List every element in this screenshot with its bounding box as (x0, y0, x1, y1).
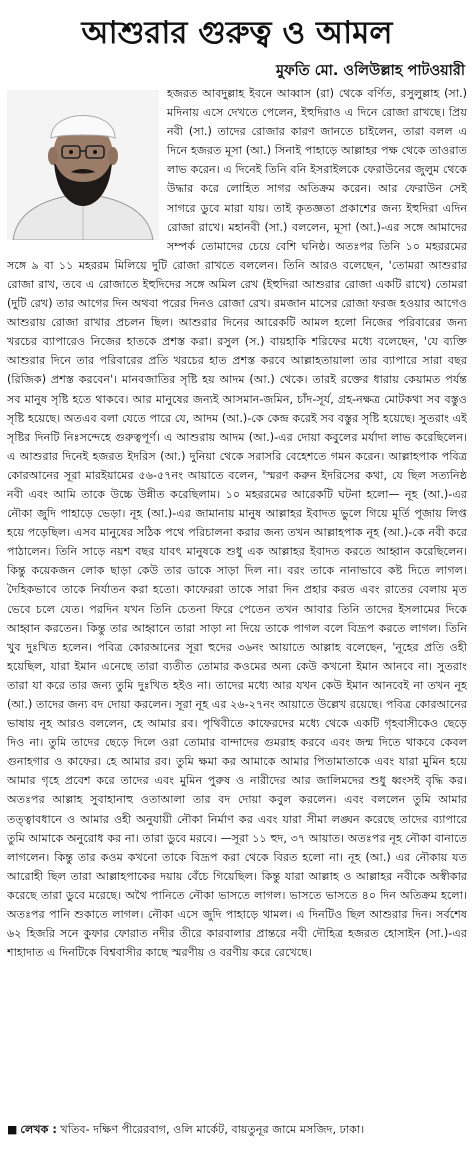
author-credit-label: লেখক : (20, 1123, 57, 1136)
author-credit (7, 1120, 467, 1140)
portrait-illustration (7, 90, 159, 240)
author-byline: মুফতি মো. ওলিউল্লাহ পাটওয়ারী (275, 63, 465, 79)
author-portrait-photo (7, 90, 159, 240)
author-credit-text: খতিব- দক্ষিণ পীরেরবাগ, ওলি মার্কেট, বায়তুনূর জামে মসজিদ, ঢাকা। (60, 1123, 365, 1136)
square-bullet-icon: ■ (7, 1123, 18, 1136)
article-body-column (7, 84, 467, 1104)
article-body: হজরত আবদুল্লাহ ইবনে আব্বাস (রা) থেকে বর্ণিত, রসুলুল্লাহ (সা.) মদিনায় এসে দেখতে পেলেন, ইহুদিরাও এ দিনে রোজা রাখছে। প্রিয় নবী (সা.) তাদের রোজার কারণ জানতে চাইলেন, তারা বলল এ দিনে হজরত মূসা (আ.) সিনাই পাহাড়ে আল্লাহর পক্ষ থেকে তাওরাত লাভ করেন। এ দিনেই তিনি বনি ইসরাইলকে ফেরাউনের জুলুম থেকে উদ্ধার করে লোহিত সাগর অতিক্রম করেন। আর ফেরাউন সেই সাগরে ডুবে মারা যায়। তাই কৃতজ্ঞতা প্রকাশের জন্য ইহুদিরা এদিন রোজা রাখে। মহানবী (সা.) বললেন, মূসা (আ.)-এর সঙ্গে আমাদের সম্পর্ক তোমাদের চেয়ে বেশি ঘনিষ্ঠ। অতঃপর তিনি ১০ মহররমের সঙ্গে ৯ বা ১১ মহররম মিলিয়ে দুটি রোজা রাখতে বললেন। তিনি আরও বলেছেন, 'তোমরা আশুরার রোজা রাখ, তবে এ রোজাতে ইহুদিদের সঙ্গে অমিল রেখ (ইহুদিরা আশুরার রোজা একটি রাখে) তোমরা (দুটি রেখ) তার আগের দিন অথবা পরের দিনও রোজা রেখ। রমজান মাসের রোজা ফরজ হওয়ার আগেও আশুরায় রোজা রাখার প্রচলন ছিল। আশুরার দিনের আরেকটি আমল হলো নিজের পরিবারের জন্য খরচের ব্যাপারেও নিজের হাতকে প্রশস্ত করা। রসুল (স.) বায়হাকি শরিফের মধ্যে বলেছেন, 'যে ব্যক্তি আশুরার দিনে তার পরিবারের প্রতি খরচের হাত প্রশস্ত করবে আল্লাহতায়ালা তার ব্যাপারে সারা বছর (রিজিক) প্রশস্ত করবেন'। মানবজাতির সৃষ্টি হয় আদম (আ.) থেকে। তারই রক্তের ধারায় কেয়ামত পর্যন্ত সব মানুষ সৃষ্টি হতে থাকবে। আর মানুষের জন্যই আসমান-জমিন, চাঁদ-সূর্য, গ্রহ-নক্ষত্র মোটকথা সব বস্তুও সৃষ্টি হয়েছে। অতএব বলা যেতে পারে যে, আদম (আ.)-কে কেন্দ্র করেই সব বস্তুর সৃষ্টি হয়েছে। সুতরাং এই সৃষ্টির দিনটি নিঃসন্দেহে গুরুত্বপূর্ণ। এ আশুরায় আদম (আ.)-এর দোয়া কবুলের মর্যাদা লাভ করেছিলেন। এ আশুরার দিনেই হজরত ইদরিস (আ.) দুনিয়া থেকে সরাসরি বেহেশতে গমন করেন। আল্লাহপাক পবিত্র কোরআনের সূরা মারইয়ামের ৫৬-৫৭নং আয়াতে বলেন, 'স্মরণ করুন ইদরিসের কথা, যে ছিল সত্যনিষ্ঠ নবী এবং আমি তাকে উচ্চে উন্নীত করেছিলাম। ১০ মহররমের আরেকটি ঘটনা হলো— নূহ (আ.)-এর নৌকা জুদি পাহাড়ে ভেড়া। নূহ (আ.)-এর জামানায় মানুষ আল্লাহর ইবাদত ভুলে গিয়ে মূর্তি পূজায় লিপ্ত হয়ে পড়েছিল। এসব মানুষের সঠিক পথে পরিচালনা করার জন্য তখন আল্লাহপাক নূহ (আ.)-কে নবী করে পাঠালেন। তিনি সাড়ে নয়শ বছর যাবৎ মানুষকে শুধু এক আল্লাহর ইবাদত করতে আহ্বান করেছিলেন। কিন্তু কয়েকজন লোক ছাড়া কেউ তার ডাকে সাড়া দিল না। বরং তাকে নানাভাবে কষ্ট দিতে লাগল। দৈহিকভাবে তাকে নির্যাতন করা হতো। কাফেররা তাকে সারা দিন প্রহার করত এবং রাতের বেলায় মৃত ভেবে চলে যেত। পরদিন যখন তিনি চেতনা ফিরে পেতেন তখন আবার তিনি তাদের ইসলামের দিকে আহ্বান করতেন। কিন্তু তার আহ্বানে তারা সাড়া না দিয়ে তাকে পাগল বলে বিদ্রূপ করতে লাগল। তিনি খুব দুঃখিত হলেন। পবিত্র কোরআনের সূরা হুদের ৩৬নং আয়াতে আল্লাহ বলেছেন, 'নূহের প্রতি ওহী হয়েছিল, যারা ইমান এনেছে তারা ব্যতীত তোমার কওমের অন্য কেউ কখনো ইমান আনবে না। সুতরাং তারা যা করে তার জন্য তুমি দুঃখিত হইও না। তাদের মধ্যে আর যখন কেউ ইমান আনবেই না তখন নূহ (আ.) তাদের জন্য বদ দোয়া করলেন। সূরা নূহ এর ২৬-২৭নং আয়াতে উল্লেখ রয়েছে। পবিত্র কোরআনের ভাষায় নূহ আরও বললেন, হে আমার রব। পৃথিবীতে কাফেরদের মধ্যে থেকে একটি গৃহবাসীকেও ছেড়ে দিও না। তুমি তাদের ছেড়ে দিলে ওরা তোমার বান্দাদের গুমরাহ করবে এবং জন্ম দিতে থাকবে কেবল গুনাহগার ও কাফের। হে আমার রব। তুমি ক্ষমা কর আমাকে আমার পিতামাতাকে এবং যারা মুমিন হয়ে আমার গৃহে প্রবেশ করে তাদের এবং মুমিন পুরুষ ও নারীদের আর জালিমদের শুধু ধ্বংসই বৃদ্ধি কর। অতঃপর আল্লাহ সুবাহানাহু ওতাআলা তার বদ দোয়া কবুল করলেন। এবং বললেন তুমি আমার তত্ত্বাবধানে ও আমার ওহী অনুযায়ী নৌকা নির্মাণ কর এবং যারা সীমা লঙ্ঘন করেছে তাদের ব্যাপারে তুমি আমাকে অনুরোধ কর না। তারা ডুবে মরবে। —সূরা ১১ হুদ, ৩৭ আয়াত। অতঃপর নূহ নৌকা বানাতে লাগলেন। কিন্তু তার কওম কখনো তাকে বিদ্রূপ করা থেকে বিরত হলো না। নূহ (আ.) এর নৌকায় যত আরোহী ছিল তারা আল্লাহপাকের দয়ায় বেঁচে গিয়েছিল। কিন্তু যারা আল্লাহ ও আল্লাহর নবীকে অস্বীকার করেছে তারা ডুবে মরেছে। অথৈ পানিতে নৌকা ভাসতে লাগল। ভাসতে ভাসতে ৪০ দিন অতিক্রম হলো। অতঃপর পানি শুকাতে লাগল। নৌকা এসে জুদি পাহাড়ে থামল। এ দিনটিও ছিল আশুরার দিন। সর্বশেষ ৬২ হিজরি সনে কুফার ফোরাত নদীর তীরে কারবালার প্রান্তরে নবী দৌহিত্র হজরত হোসাইন (সা.)-এর শাহাদাত এ দিনটিকে বিশ্ববাসীর কাছে স্মরণীয় ও বরণীয় করে রেখেছে। (7, 87, 467, 960)
article-title: আশুরার গুরুত্ব ও আমল (81, 15, 393, 51)
